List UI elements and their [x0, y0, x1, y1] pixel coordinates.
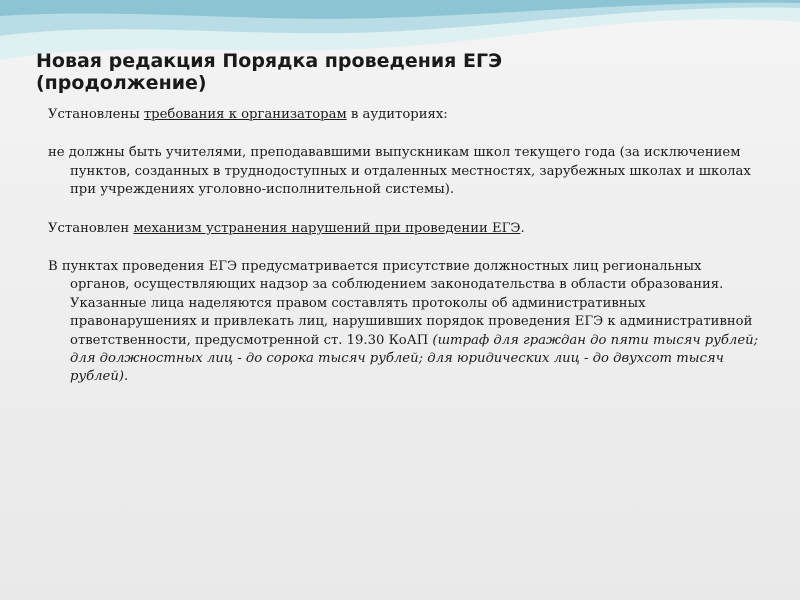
- slide-body: [48, 106, 760, 407]
- paragraph-organizers-requirements: [48, 106, 760, 124]
- text-segment: Установлены: [48, 107, 144, 122]
- underlined-phrase-mechanism: механизм устранения нарушений при проведении ЕГЭ: [133, 220, 521, 236]
- slide-title: [36, 50, 766, 94]
- text-segment: .: [520, 220, 525, 236]
- text-segment: .: [123, 369, 129, 385]
- paragraph-supervision: [48, 258, 760, 387]
- text-segment: Установлен: [48, 220, 134, 236]
- slide-title-line-1: Новая редакция Порядка проведения ЕГЭ: [36, 50, 503, 72]
- paragraph-violations-mechanism: [48, 220, 760, 238]
- text-segment: в аудиториях:: [346, 107, 448, 122]
- slide-title-line-2: (продолжение): [36, 72, 207, 94]
- italic-fines-note: (штраф для граждан до пяти тысяч рублей; для должностных лиц - до сорока тысяч рублей; для юридических лиц - до двухсот тысяч рублей): [70, 332, 759, 385]
- text-segment: В пунктах проведения ЕГЭ предусматривается присутствие должностных лиц региональных органов, осуществляющих надзор за соблюдением законодательства в области образования. Указанные лица наделяются правом составлять протоколы об административных правонарушениях и привлекать лиц, нарушивших порядок проведения ЕГЭ к административной ответственности, предусмотренной ст. 19.30 КоАП: [48, 259, 753, 348]
- paragraph-teachers-restriction: не должны быть учителями, преподававшими выпускникам школ текущего года (за исключением пунктов, созданных в труднодоступных и отдаленных местностях, зарубежных школах и школах при учреждениях уголовно-исполнительной системы).: [48, 145, 751, 198]
- underlined-phrase-organizers: требования к организаторам: [143, 107, 347, 122]
